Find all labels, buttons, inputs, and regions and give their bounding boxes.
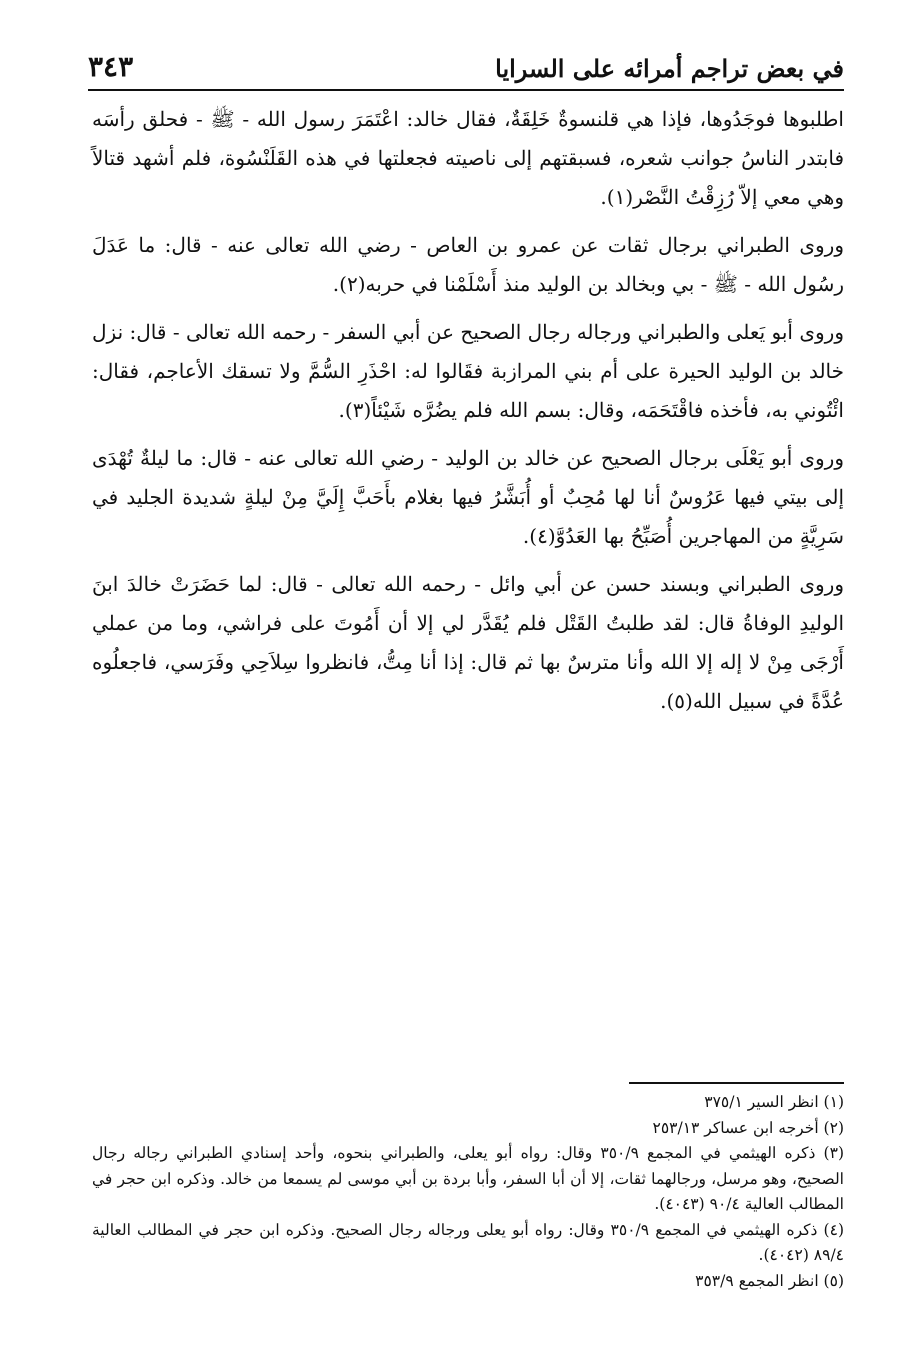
footnotes <box>92 1090 844 1294</box>
running-title: في بعض تراجم أمرائه على السرايا <box>495 54 844 83</box>
header-rule <box>88 89 844 91</box>
footnote: (٢) أخرجه ابن عساكر ٢٥٣/١٣ <box>652 1118 844 1137</box>
footnote: (٥) انظر المجمع ٣٥٣/٩ <box>695 1271 844 1290</box>
main-text <box>92 100 844 730</box>
footnote: (١) انظر السير ٣٧٥/١ <box>704 1093 844 1111</box>
paragraph: وروى أبو يَعْلَى برجال الصحيح عن خالد بن الوليد - رضي الله تعالى عنه - قال: ما ليلةٌ تُهْدَى إلى بيتي فيها عَرُوسٌ أنا لها مُحِبٌ أو أُبَشَّرُ فيها بغلام بأَحَبَّ إِلَيَّ مِنْ ليلةٍ شديدة الجليد في سَرِيَّةٍ من المهاجرين أُصَبِّحُ بها العَدُوَّ(٤). <box>92 446 844 548</box>
paragraph: وروى أبو يَعلى والطبراني ورجاله رجال الصحيح عن أبي السفر - رحمه الله تعالى - قال: نزل خالد بن الوليد الحيرة على أم بني المرازبة فقَالوا له: احْذَرِ السُّمَّ ولا تسقك الأعاجم، فقال: ائْتُوني به، فأخذه فاقْتَحَمَه، وقال: بسم الله فلم يضُرَّه شَيْئاً(٣). <box>92 320 844 422</box>
paragraph: اطلبوها فوجَدُوها، فإذا هي قلنسوةٌ خَلِقَةٌ، فقال خالد: اعْتَمَرَ رسول الله - ﷺ - فحلق رأسَه فابتدر الناسُ جوانب شعره، فسبقتهم إلى ناصيته فجعلتها في هذه القَلَنْسُوة، فلم أشهد قتالاً وهي معي إلاّ رُزِقْتُ النَّصْر(١). <box>92 107 844 209</box>
footnote: (٣) ذكره الهيثمي في المجمع ٣٥٠/٩ وقال: رواه أبو يعلى، والطبراني بنحوه، وأحد إسنادي الطبراني رجاله رجال الصحيح، وهو مرسل، ورجالهما ثقات، إلا أن أبا السفر، وأبا بردة بن أبي موسى لم يسمعا من خالد. وذكره ابن حجر في المطالب العالية ٩٠/٤ (٤٠٤٣). <box>92 1144 844 1213</box>
page-number: ٣٤٣ <box>88 50 134 83</box>
footnote: (٤) ذكره الهيثمي في المجمع ٣٥٠/٩ وقال: رواه أبو يعلى ورجاله رجال الصحيح. وذكره ابن حجر في المطالب العالية ٨٩/٤ (٤٠٤٢). <box>92 1220 844 1264</box>
page-header <box>88 48 844 92</box>
paragraph: وروى الطبراني برجال ثقات عن عمرو بن العاص - رضي الله تعالى عنه - قال: ما عَدَلَ رسُول الله - ﷺ - بي وبخالد بن الوليد منذ أَسْلَمْنا في حربه(٢). <box>92 233 844 296</box>
paragraph: وروى الطبراني وبسند حسن عن أبي وائل - رحمه الله تعالى - قال: لما حَضَرَتْ خالدَ ابنَ الوليدِ الوفاةُ قال: لقد طلبتُ القَتْل فلم يُقَدَّر لي إلا أن أَمُوتَ على فراشي، وما من عملي أَرْجَى مِنْ لا إله إلا الله وأنا مترسٌ بها ثم قال: إذا أنا مِتُّ، فانظروا سِلاَحِي وفَرَسي، فاجعلُوه عُدَّةً في سبيل الله(٥). <box>92 572 844 713</box>
footnote-separator <box>629 1082 844 1084</box>
